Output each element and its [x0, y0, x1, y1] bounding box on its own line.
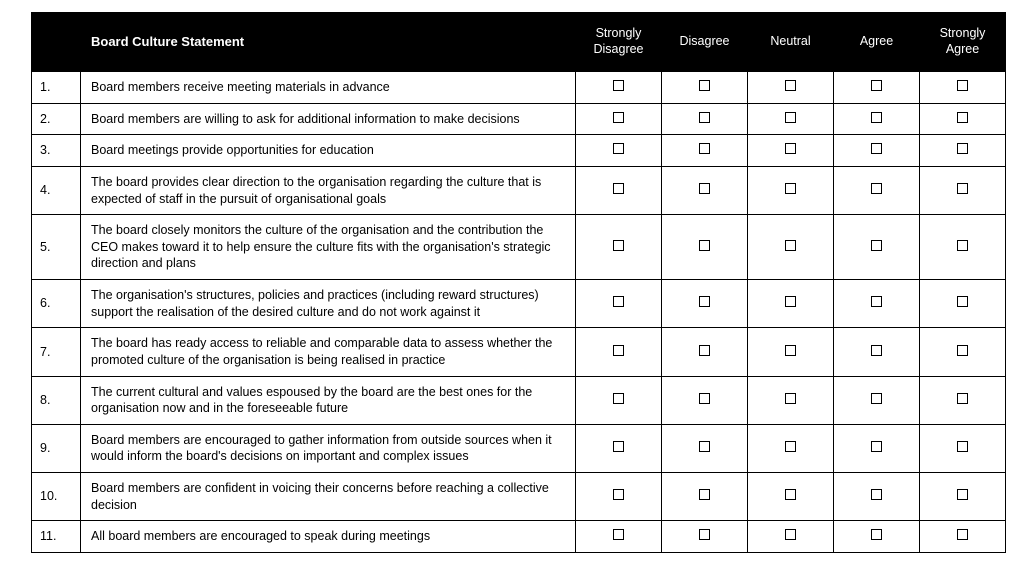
checkbox-icon[interactable]: [871, 489, 882, 500]
row-number: 9.: [32, 424, 81, 472]
checkbox-icon[interactable]: [871, 183, 882, 194]
checkbox-cell-strongly-agree[interactable]: [920, 473, 1006, 521]
row-statement: Board members are encouraged to gather information from outside sources when it would inform the board's decisions on important and complex issues: [81, 424, 576, 472]
row-statement: Board members are willing to ask for additional information to make decisions: [81, 103, 576, 135]
checkbox-icon[interactable]: [785, 240, 796, 251]
checkbox-cell-neutral[interactable]: [748, 473, 834, 521]
checkbox-cell-agree[interactable]: [834, 521, 920, 553]
checkbox-cell-disagree[interactable]: [662, 72, 748, 104]
row-statement: Board meetings provide opportunities for education: [81, 135, 576, 167]
checkbox-icon[interactable]: [613, 489, 624, 500]
header-number: [32, 13, 81, 72]
checkbox-cell-disagree[interactable]: [662, 166, 748, 214]
table-row: [32, 376, 1006, 424]
checkbox-icon[interactable]: [699, 183, 710, 194]
checkbox-cell-agree[interactable]: [834, 328, 920, 376]
row-number: 3.: [32, 135, 81, 167]
checkbox-cell-strongly-agree[interactable]: [920, 103, 1006, 135]
header-row: [32, 13, 1006, 72]
checkbox-cell-neutral[interactable]: [748, 166, 834, 214]
row-statement: The board closely monitors the culture of the organisation and the contribution the CEO makes toward it to help ensure the culture fits with the organisation's strategic direction and plans: [81, 215, 576, 280]
checkbox-icon[interactable]: [957, 529, 968, 540]
checkbox-cell-strongly-agree[interactable]: [920, 328, 1006, 376]
checkbox-icon[interactable]: [699, 296, 710, 307]
checkbox-cell-disagree[interactable]: [662, 135, 748, 167]
checkbox-icon[interactable]: [613, 112, 624, 123]
checkbox-cell-strongly-agree[interactable]: [920, 166, 1006, 214]
checkbox-cell-neutral[interactable]: [748, 376, 834, 424]
checkbox-icon[interactable]: [871, 345, 882, 356]
checkbox-icon[interactable]: [957, 393, 968, 404]
checkbox-cell-agree[interactable]: [834, 280, 920, 328]
checkbox-cell-agree[interactable]: [834, 215, 920, 280]
checkbox-icon[interactable]: [957, 345, 968, 356]
checkbox-cell-disagree[interactable]: [662, 328, 748, 376]
header-agree: Agree: [834, 13, 920, 72]
checkbox-icon[interactable]: [785, 112, 796, 123]
table-row: [32, 166, 1006, 214]
header-statement: Board Culture Statement: [81, 13, 576, 72]
checkbox-icon[interactable]: [699, 112, 710, 123]
checkbox-cell-agree[interactable]: [834, 135, 920, 167]
checkbox-icon[interactable]: [613, 393, 624, 404]
checkbox-icon[interactable]: [699, 143, 710, 154]
checkbox-cell-strongly-disagree[interactable]: [576, 103, 662, 135]
header-strongly-disagree: Strongly Disagree: [576, 13, 662, 72]
table-row: [32, 473, 1006, 521]
header-neutral: Neutral: [748, 13, 834, 72]
checkbox-icon[interactable]: [699, 393, 710, 404]
table-row: [32, 103, 1006, 135]
table-row: [32, 424, 1006, 472]
row-number: 1.: [32, 72, 81, 104]
checkbox-cell-neutral[interactable]: [748, 521, 834, 553]
checkbox-cell-strongly-disagree[interactable]: [576, 72, 662, 104]
checkbox-cell-disagree[interactable]: [662, 376, 748, 424]
checkbox-cell-neutral[interactable]: [748, 280, 834, 328]
checkbox-icon[interactable]: [871, 143, 882, 154]
row-number: 2.: [32, 103, 81, 135]
checkbox-cell-disagree[interactable]: [662, 280, 748, 328]
checkbox-cell-strongly-agree[interactable]: [920, 215, 1006, 280]
checkbox-icon[interactable]: [699, 240, 710, 251]
checkbox-cell-agree[interactable]: [834, 103, 920, 135]
checkbox-cell-agree[interactable]: [834, 166, 920, 214]
checkbox-icon[interactable]: [613, 143, 624, 154]
board-culture-survey-table: [31, 12, 1006, 553]
row-statement: Board members receive meeting materials in advance: [81, 72, 576, 104]
checkbox-icon[interactable]: [785, 489, 796, 500]
row-number: 6.: [32, 280, 81, 328]
table-row: [32, 215, 1006, 280]
checkbox-icon[interactable]: [957, 489, 968, 500]
checkbox-cell-strongly-agree[interactable]: [920, 72, 1006, 104]
checkbox-cell-strongly-agree[interactable]: [920, 280, 1006, 328]
checkbox-cell-neutral[interactable]: [748, 328, 834, 376]
row-number: 11.: [32, 521, 81, 553]
table-row: [32, 328, 1006, 376]
row-statement: The organisation's structures, policies and practices (including reward structures) support the realisation of the desired culture and do not work against it: [81, 280, 576, 328]
checkbox-cell-strongly-disagree[interactable]: [576, 521, 662, 553]
row-number: 4.: [32, 166, 81, 214]
checkbox-icon[interactable]: [785, 529, 796, 540]
checkbox-icon[interactable]: [785, 80, 796, 91]
checkbox-cell-strongly-disagree[interactable]: [576, 166, 662, 214]
checkbox-cell-neutral[interactable]: [748, 424, 834, 472]
checkbox-cell-disagree[interactable]: [662, 424, 748, 472]
row-statement: The board has ready access to reliable and comparable data to assess whether the promoted culture of the organisation is being realised in practice: [81, 328, 576, 376]
checkbox-icon[interactable]: [957, 240, 968, 251]
checkbox-icon[interactable]: [613, 240, 624, 251]
table-body: [32, 72, 1006, 553]
header-strongly-agree: Strongly Agree: [920, 13, 1006, 72]
checkbox-icon[interactable]: [957, 112, 968, 123]
row-number: 10.: [32, 473, 81, 521]
checkbox-cell-strongly-disagree[interactable]: [576, 280, 662, 328]
table-row: [32, 280, 1006, 328]
row-statement: The board provides clear direction to the organisation regarding the culture that is expected of staff in the pursuit of organisational goals: [81, 166, 576, 214]
checkbox-cell-neutral[interactable]: [748, 215, 834, 280]
checkbox-icon[interactable]: [699, 345, 710, 356]
checkbox-cell-strongly-disagree[interactable]: [576, 376, 662, 424]
checkbox-cell-disagree[interactable]: [662, 103, 748, 135]
checkbox-icon[interactable]: [785, 345, 796, 356]
checkbox-icon[interactable]: [785, 441, 796, 452]
checkbox-cell-strongly-disagree[interactable]: [576, 328, 662, 376]
checkbox-icon[interactable]: [957, 183, 968, 194]
checkbox-cell-strongly-agree[interactable]: [920, 521, 1006, 553]
checkbox-cell-neutral[interactable]: [748, 72, 834, 104]
checkbox-icon[interactable]: [699, 489, 710, 500]
checkbox-cell-disagree[interactable]: [662, 521, 748, 553]
checkbox-cell-agree[interactable]: [834, 72, 920, 104]
checkbox-cell-neutral[interactable]: [748, 135, 834, 167]
checkbox-icon[interactable]: [613, 296, 624, 307]
checkbox-cell-strongly-disagree[interactable]: [576, 424, 662, 472]
checkbox-icon[interactable]: [785, 143, 796, 154]
checkbox-cell-strongly-disagree[interactable]: [576, 135, 662, 167]
row-statement: The current cultural and values espoused by the board are the best ones for the organisation now and in the foreseeable future: [81, 376, 576, 424]
checkbox-cell-strongly-disagree[interactable]: [576, 215, 662, 280]
checkbox-cell-disagree[interactable]: [662, 215, 748, 280]
checkbox-icon[interactable]: [871, 393, 882, 404]
checkbox-icon[interactable]: [957, 80, 968, 91]
checkbox-cell-agree[interactable]: [834, 473, 920, 521]
checkbox-icon[interactable]: [957, 296, 968, 307]
checkbox-icon[interactable]: [613, 80, 624, 91]
row-statement: Board members are confident in voicing their concerns before reaching a collective decision: [81, 473, 576, 521]
checkbox-icon[interactable]: [699, 441, 710, 452]
checkbox-cell-strongly-agree[interactable]: [920, 424, 1006, 472]
checkbox-icon[interactable]: [785, 183, 796, 194]
header-disagree: Disagree: [662, 13, 748, 72]
row-number: 5.: [32, 215, 81, 280]
checkbox-icon[interactable]: [871, 80, 882, 91]
checkbox-icon[interactable]: [871, 240, 882, 251]
checkbox-icon[interactable]: [785, 393, 796, 404]
survey-table-container: [31, 12, 986, 553]
row-number: 7.: [32, 328, 81, 376]
table-row: [32, 521, 1006, 553]
checkbox-cell-neutral[interactable]: [748, 103, 834, 135]
checkbox-icon[interactable]: [871, 529, 882, 540]
checkbox-icon[interactable]: [699, 529, 710, 540]
table-row: [32, 72, 1006, 104]
checkbox-icon[interactable]: [613, 441, 624, 452]
checkbox-icon[interactable]: [613, 529, 624, 540]
checkbox-icon[interactable]: [871, 441, 882, 452]
table-row: [32, 135, 1006, 167]
checkbox-icon[interactable]: [699, 80, 710, 91]
checkbox-cell-strongly-agree[interactable]: [920, 376, 1006, 424]
checkbox-cell-disagree[interactable]: [662, 473, 748, 521]
checkbox-cell-strongly-disagree[interactable]: [576, 473, 662, 521]
checkbox-cell-agree[interactable]: [834, 424, 920, 472]
checkbox-icon[interactable]: [871, 112, 882, 123]
checkbox-icon[interactable]: [957, 441, 968, 452]
checkbox-icon[interactable]: [613, 183, 624, 194]
checkbox-icon[interactable]: [613, 345, 624, 356]
checkbox-icon[interactable]: [785, 296, 796, 307]
checkbox-cell-agree[interactable]: [834, 376, 920, 424]
row-number: 8.: [32, 376, 81, 424]
row-statement: All board members are encouraged to speak during meetings: [81, 521, 576, 553]
checkbox-cell-strongly-agree[interactable]: [920, 135, 1006, 167]
checkbox-icon[interactable]: [871, 296, 882, 307]
table-header: [32, 13, 1006, 72]
checkbox-icon[interactable]: [957, 143, 968, 154]
